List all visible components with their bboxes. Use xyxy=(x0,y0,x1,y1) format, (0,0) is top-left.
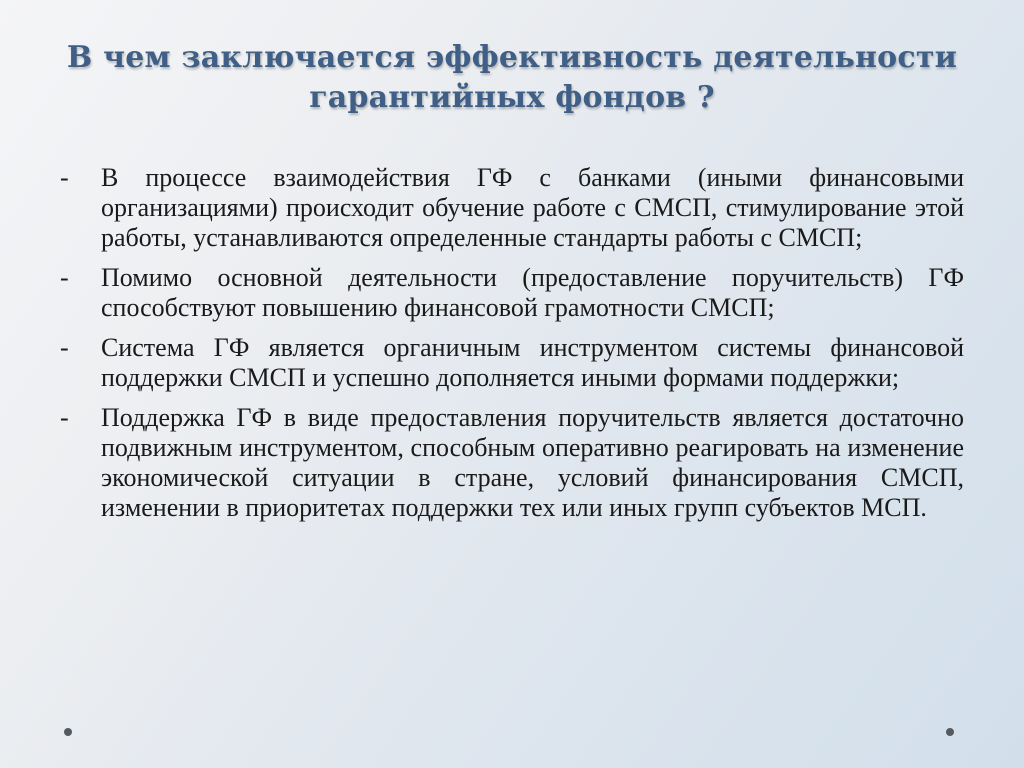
bullet-item-3 xyxy=(56,333,964,393)
bullet-dash: - xyxy=(60,163,69,192)
bullet-text: Помимо основной деятельности (предоставление поручительств) ГФ способствуют повышению финансовой грамотности СМСП; xyxy=(101,263,964,322)
bullet-text: В процессе взаимодействия ГФ с банками (иными финансовыми организациями) происходит обучение работе с СМСП, стимулирование этой работы, устанавливаются определенные стандарты работы с СМСП; xyxy=(101,163,964,252)
bullet-item-2 xyxy=(56,263,964,323)
slide-title xyxy=(40,38,984,118)
bullet-dash: - xyxy=(60,403,69,432)
bullet-text: Поддержка ГФ в виде предоставления поручительств является достаточно подвижным инструментом, способным оперативно реагировать на изменение экономической ситуации в стране, условий финансирования СМСП, изменении в приоритетах поддержки тех или иных групп субъектов МСП. xyxy=(101,403,964,522)
decorative-dot-left xyxy=(64,728,72,736)
bullet-dash: - xyxy=(60,263,69,292)
bullet-item-4 xyxy=(56,403,964,523)
bullet-list xyxy=(56,163,964,533)
slide-title-line-2: гарантийных фондов ? xyxy=(309,80,715,115)
bullet-item-1 xyxy=(56,163,964,253)
slide-title-line-1: В чем заключается эффективность деятельности xyxy=(66,40,958,75)
bullet-text: Система ГФ является органичным инструментом системы финансовой поддержки СМСП и успешно дополняется иными формами поддержки; xyxy=(101,333,964,392)
decorative-dot-right xyxy=(946,728,954,736)
bullet-dash: - xyxy=(60,333,69,362)
